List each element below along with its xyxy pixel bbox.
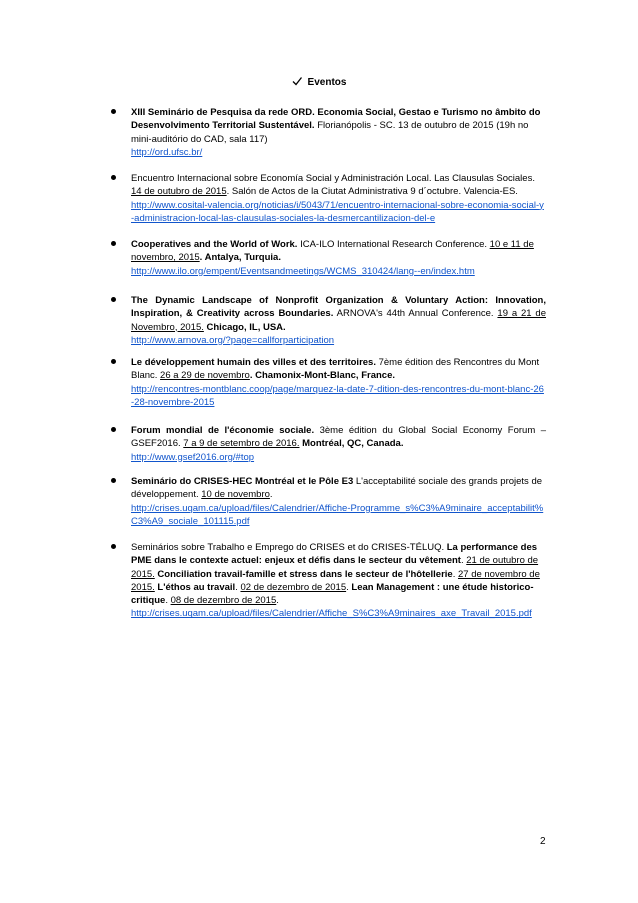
event-link[interactable]: http://crises.uqam.ca/upload/files/Calendrier/Affiche-Programme_s%C3%A9minaire_acceptabilit%C3%A9_sociale_101115.pdf: [131, 502, 544, 527]
page-number: 2: [540, 836, 546, 847]
event-place: . Antalya, Turquia.: [199, 252, 281, 264]
event-date: 10 de novembro: [201, 489, 270, 501]
event-details: . Salón de Actos de la Ciutat Administrativa 9 d´octubre. Valencia-ES.: [226, 186, 518, 198]
event-link[interactable]: http://www.cosital-valencia.org/noticias/i/5043/71/encuentro-internacional-sobre-economia-social-y-administracion-local-las-clausulas-sociales-la-desmercantilizacion-del-e: [131, 199, 544, 224]
seminar-intro: Seminários sobre Trabalho e Emprego do CRISES et do CRISES-TÉLUQ.: [131, 542, 447, 553]
event-details: L'acceptabilité sociale des grands projets de développement.: [131, 476, 543, 501]
seminar-date-1: 21 de outubro de 2015.: [131, 555, 539, 580]
seminar-date-4: 08 de dezembro de 2015: [170, 595, 277, 607]
event-link[interactable]: http://ord.ufsc.br/: [131, 146, 203, 158]
seminar-date-2: 27 de novembro de 2015.: [131, 568, 540, 593]
bullet-icon: [111, 427, 116, 432]
event-date: 26 a 29 de novembro: [160, 370, 250, 382]
event-place: Chicago, IL, USA.: [203, 321, 286, 333]
seminar-title-1: La performance des PME dans le contexte actuel: enjeux et défis dans le secteur du vêtement: [131, 542, 538, 567]
heading-text: Eventos: [307, 77, 347, 88]
event-link[interactable]: http://www.arnova.org/?page=callforparticipation: [131, 334, 335, 346]
seminar-title-2: Conciliation travail-famille et stress dans le secteur de l'hôtellerie: [157, 568, 453, 580]
bullet-icon: [111, 544, 116, 549]
checkmark-icon: [292, 76, 302, 86]
event-details: Florianópolis - SC. 13 de outubro de 2015 (19h no mini-auditório do CAD, sala 117): [131, 120, 529, 145]
event-title: Cooperatives and the World of Work.: [131, 239, 298, 250]
bullet-icon: [111, 478, 116, 483]
event-title: Forum mondial de l'économie sociale.: [131, 425, 315, 436]
bullet-icon: [111, 359, 116, 364]
event-date: 19 a 21 de Novembro, 2015.: [131, 308, 546, 333]
section-heading: [0, 76, 638, 88]
seminar-title-3: L'éthos au travail: [157, 581, 236, 593]
event-date: 10 e 11 de novembro, 2015: [131, 239, 534, 264]
event-details: 3ème édition du Global Social Economy Forum – GSEF2016.: [131, 425, 546, 450]
event-title: Seminário do CRISES-HEC Montréal et le Pôle E3: [131, 476, 354, 487]
event-title: XIII Seminário de Pesquisa da rede ORD. Economia Social, Gestao e Turismo no âmbito do Desenvolvimento Territorial Sustentável.: [131, 107, 541, 132]
event-details: 7ème édition des Rencontres du Mont Blanc.: [131, 357, 540, 382]
event-details: ARNOVA's 44th Annual Conference.: [333, 308, 498, 320]
event-link[interactable]: http://www.gsef2016.org/#top: [131, 451, 255, 463]
bullet-icon: [111, 175, 116, 180]
event-place: Montréal, QC, Canada.: [299, 438, 404, 450]
event-title: Le développement humain des villes et des territoires.: [131, 357, 376, 368]
event-title: Encuentro Internacional sobre Economía Social y Administración Local. Las Clausulas Sociales.: [131, 173, 535, 184]
document-page: Eventos XIII Seminário de Pesquisa da rede ORD. Economia Social, Gestao e Turismo no âmbito do Desenvolvimento Territorial Sustentável. Florianópolis - SC. 13 de outubro de 2015 (19h no mini-auditório do CAD, sala 117) http://ord.ufsc.br/ Encuentro Internacional sobre Economía Social y Administración Local. Las Clausulas Sociales. 14 de outubro de 2015. Salón de Actos de la Ciutat Administrativa 9 d´octubre. Valencia-ES. http://www.cosital-valencia.org/noticias/i/5043/71/encuentro-internacional-sobre-economia-social-y-administracion-local-las-clausulas-sociales-la-desmercantilizacion-del-e Cooperatives and the World of Work. ICA-ILO International Research Conference. 10 e 11 de novembro, 2015. Antalya, Turquia. http://www.ilo.org/empent/Eventsandmeetings/WCMS_310424/lang--en/index.htm The Dynamic Landscape of Nonprofit Organization & Voluntary Action: Innovation, Inspiration, & Creativity across Boundaries. ARNOVA's 44th Annual Conference. 19 a 21 de Novembro, 2015. Chicago, IL, USA. http://www.arnova.org/?page=callforparticipation Le développement humain des villes et des territoires. 7ème édition des Rencontres du Mont Blanc. 26 a 29 de novembro. Chamonix-Mont-Blanc, France. http://rencontres-montblanc.coop/page/marquez-la-date-7-dition-des-rencontres-du-mont-blanc-26-28-novembre-2015 Forum mondial de l'économie sociale. 3ème édition du Global Social Economy Forum – GSEF2016. 7 a 9 de setembro de 2016. Montréal, QC, Canada. http://www.gsef2016.org/#top Seminário do CRISES-HEC Montréal et le Pôle E3 L'acceptabilité sociale des grands projets de développement. 10 de novembro. http://crises.uqam.ca/upload/files/Calendrier/Affiche-Programme_s%C3%A9minaire_acceptabilit%C3%A9_sociale_101115.pdf Seminários sobre Trabalho e Emprego do CRISES et do CRISES-TÉLUQ. La performance des PME dans le contexte actuel: enjeux et défis dans le secteur du vêtement. 21 de outubro de 2015. Conciliation travail-famille et stress dans le secteur de l'hôtellerie. 27 de novembro de 2015. L'éthos au travail. 02 de dezembro de 2015. Lean Management : une étude historico-critique. 08 de dezembro de 2015. http://crises.uqam.ca/upload/files/Calendrier/Affiche_S%C3%A9minaires_axe_Travail_2015.pdf 2: [0, 0, 638, 903]
event-link[interactable]: http://www.ilo.org/empent/Eventsandmeetings/WCMS_310424/lang--en/index.htm: [131, 265, 475, 277]
event-link[interactable]: http://crises.uqam.ca/upload/files/Calendrier/Affiche_S%C3%A9minaires_axe_Travail_2015.pdf: [131, 608, 532, 620]
event-place: . Chamonix-Mont-Blanc, France.: [249, 370, 395, 382]
event-date: 14 de outubro de 2015: [131, 186, 227, 198]
seminar-title-4: Lean Management : une étude historico-critique: [131, 581, 534, 607]
event-title: The Dynamic Landscape of Nonprofit Organization & Voluntary Action: Innovation, Inspiration, & Creativity across Boundaries.: [131, 295, 546, 320]
bullet-icon: [111, 241, 116, 246]
event-end: .: [269, 489, 273, 501]
bullet-icon: [111, 297, 116, 302]
event-link[interactable]: http://rencontres-montblanc.coop/page/marquez-la-date-7-dition-des-rencontres-du-mont-blanc-26-28-novembre-2015: [131, 383, 544, 408]
event-date: 7 a 9 de setembro de 2016.: [183, 438, 300, 450]
bullet-icon: [111, 109, 116, 114]
seminar-date-3: 02 de dezembro de 2015: [240, 581, 347, 593]
event-details: ICA-ILO International Research Conference.: [297, 239, 490, 250]
